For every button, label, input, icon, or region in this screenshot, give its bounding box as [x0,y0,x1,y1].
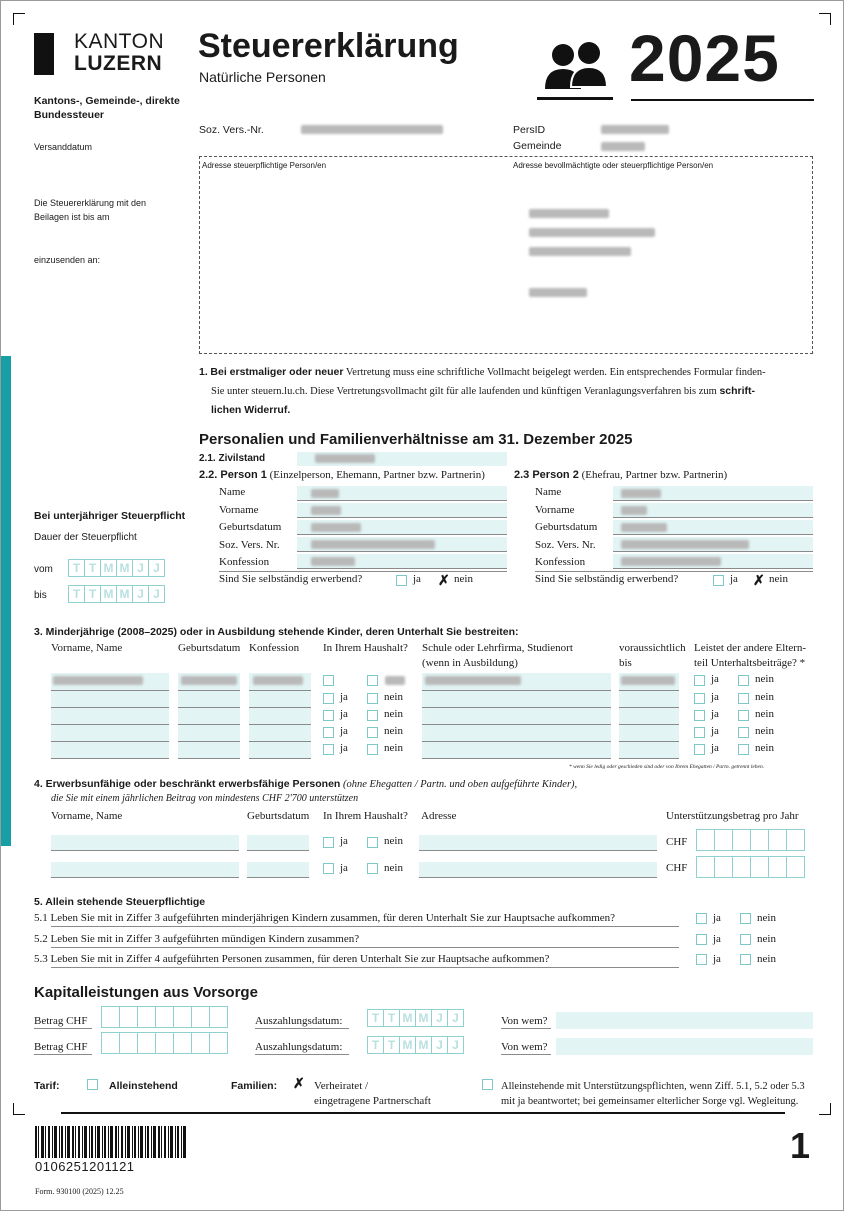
s3-row-line [619,758,679,759]
s3-row-line [178,741,240,742]
s3-row4-household-nein-checkbox[interactable] [367,727,378,738]
p2-conf-label: Konfession [535,556,586,568]
p1-ssn-field[interactable] [297,537,507,552]
s3-row1-household-nein-checkbox[interactable] [367,675,378,686]
partial-title: Bei unterjähriger Steuerpflicht [34,510,186,522]
s3-row-line [51,724,169,725]
section5-title: 5. Allein stehende Steuerpflichtige [34,896,206,908]
versanddatum-label: Versanddatum [34,142,93,152]
s4-col-address: Adresse [421,810,457,822]
s3-col-conf: Konfession [249,642,300,654]
s3-row-line [51,758,169,759]
s3-row-line [249,724,311,725]
s3-row5-other-ja-checkbox[interactable] [694,744,705,755]
familien-label: Familien: [231,1080,278,1092]
nein-label: nein [454,573,473,585]
nein-label: nein [384,742,403,754]
s5-q2-ja-checkbox[interactable] [696,934,707,945]
corner-mark [13,13,25,25]
page-title: Steuererklärung [198,27,459,65]
ja-label: ja [730,573,738,585]
s3-row5-household-nein-checkbox[interactable] [367,744,378,755]
ja-label: ja [711,691,719,703]
send-to-label: einzusenden an: [34,255,101,265]
bottom-rule [61,1112,785,1114]
s3-row4-household-ja-checkbox[interactable] [323,727,334,738]
von-wem-underline [501,1054,551,1055]
s3-col-other2: teil Unterhaltsbeiträge? * [694,657,806,669]
tax-year: 2025 [629,21,780,95]
s4-row2-name[interactable] [51,862,239,878]
s3-col-until: voraussichtlich [619,642,686,654]
p2-vorname-field[interactable] [613,503,813,518]
teal-side-bar [1,356,11,846]
s4-col-amount: Unterstützungsbetrag pro Jahr [666,810,799,822]
barcode-number: 0106251201121 [35,1159,135,1174]
betrag-underline [34,1054,92,1055]
auszahlung-label: Auszahlungsdatum: [255,1041,343,1053]
personal-heading: Personalien und Familienverhältnisse am 31. Dezember 2025 [199,431,633,448]
bis-date-input[interactable]: T T M M J J [68,585,164,603]
p1-divider [219,571,507,572]
nein-label: nein [384,691,403,703]
nein-label: nein [755,742,774,754]
ja-label: ja [711,742,719,754]
auszahlung-underline [255,1054,349,1055]
p1-birth-label: Geburtsdatum [219,521,282,533]
ja-label: ja [340,708,348,720]
s3-row3-other-ja-checkbox[interactable] [694,710,705,721]
tarif-label: Tarif: [34,1080,60,1092]
p2-vorname-label: Vorname [535,504,575,516]
s3-row-line [619,741,679,742]
s5-q3-line [51,967,679,968]
gemeinde-label: Gemeinde [513,140,562,152]
ja-label: ja [711,708,719,720]
corner-mark [819,13,831,25]
s3-row-line [619,690,679,691]
ssn-value-redacted [301,125,443,137]
due-text: Die Steuererklärung mit den Beilagen ist bis am [34,198,147,222]
tarif-verheiratet-label: Verheiratet / eingetragene Partnerschaft [314,1080,431,1107]
von-wem-underline [501,1028,551,1029]
nein-label: nein [755,725,774,737]
s3-row-line [249,741,311,742]
s3-row-line [422,707,611,708]
ja-label: ja [340,725,348,737]
s5-q3: 5.3 Leben Sie mit in Ziffer 4 aufgeführten Personen zusammen, für deren Unterhalt Sie zur Hauptsache aufkommen? [34,953,550,965]
s3-row-line [422,741,611,742]
s3-row-line [422,690,611,691]
s4-row1-amount-input[interactable] [696,829,804,851]
s3-row1-until-redacted [621,676,675,688]
p2-name-label: Name [535,486,562,498]
p2-conf-field[interactable] [613,554,813,569]
s3-row1-household-ja-checkbox[interactable] [323,675,334,686]
persid-label: PersID [513,124,546,136]
p2-birth-label: Geburtsdatum [535,521,598,533]
s5-q1-ja-checkbox[interactable] [696,913,707,924]
p1-self-employed-label: Sind Sie selbständig erwerbend? [219,573,363,585]
ja-label: ja [713,912,721,924]
s3-row1-household-redacted [385,676,405,688]
s3-row-line [619,707,679,708]
s4-row1-household-ja-checkbox[interactable] [323,837,334,848]
s3-row1-conf-redacted [253,676,303,688]
s3-row-line [51,690,169,691]
s3-row-line [51,707,169,708]
person2-title: 2.3 Person 2 (Ehefrau, Partner bzw. Partnerin) [514,469,728,481]
nein-label: nein [384,708,403,720]
kapital-row2-von-wem-field[interactable] [556,1038,813,1055]
section4-title: 4. Erwerbsunfähige oder beschränkt erwerbsfähige Personen (ohne Ehegatten / Partn. und oben aufgeführte Kinder), [34,778,578,790]
p2-ssn-field[interactable] [613,537,813,552]
p1-self-employed-ja-checkbox[interactable] [396,575,407,586]
nein-label: nein [384,725,403,737]
nein-label: nein [757,933,776,945]
s3-row1-school-redacted [425,676,521,688]
vom-label: vom [34,564,53,575]
tarif-familien-checked-icon[interactable]: ✗ [293,1075,305,1091]
nein-label: nein [384,862,403,874]
kapital-row2-amount-input[interactable] [101,1032,227,1054]
canton-logo-text [74,31,164,75]
s3-row2-other-nein-checkbox[interactable] [738,693,749,704]
section3-title: 3. Minderjährige (2008–2025) oder in Ausbildung stehende Kinder, deren Unterhalt Sie bestreiten: [34,626,519,638]
form-id: Form. 930100 (2025) 12.25 [35,1187,124,1196]
p2-divider [535,571,813,572]
nein-label: nein [755,691,774,703]
ja-label: ja [413,573,421,585]
s5-q2-line [51,947,679,948]
auszahlung-underline [255,1028,349,1029]
p1-conf-field[interactable] [297,554,507,569]
s3-footnote: * wenn Sie ledig oder geschieden sind oder von Ihrem Ehegatten / Partn. getrennt leben. [569,764,765,770]
s5-q3-ja-checkbox[interactable] [696,954,707,965]
s4-row1-name[interactable] [51,835,239,851]
s3-row2-other-ja-checkbox[interactable] [694,693,705,704]
s4-row2-address[interactable] [419,862,657,878]
p1-name-label: Name [219,486,246,498]
address-left-label: Adresse steuerpflichtige Person/en [202,161,327,170]
nein-label: nein [757,912,776,924]
p2-birth-field[interactable] [613,520,813,535]
address-redacted [529,209,655,300]
von-wem-label: Von wem? [501,1041,548,1053]
year-underline [631,99,814,101]
s3-row-line [422,724,611,725]
p1-ssn-label: Soz. Vers. Nr. [219,539,280,551]
s3-col-name: Vorname, Name [51,642,123,654]
s3-col-until2: bis [619,657,632,669]
ja-label: ja [340,862,348,874]
s3-row4-other-ja-checkbox[interactable] [694,727,705,738]
s5-q2-nein-checkbox[interactable] [740,934,751,945]
s3-row-line [178,724,240,725]
p1-vorname-field[interactable] [297,503,507,518]
canton-logo-shield [34,33,54,75]
ja-label: ja [713,953,721,965]
s3-row2-household-ja-checkbox[interactable] [323,693,334,704]
nein-label: nein [769,573,788,585]
betrag-label: Betrag CHF [34,1041,88,1053]
s3-col-birth: Geburtsdatum [178,642,241,654]
ja-label: ja [340,691,348,703]
ja-label: ja [711,673,719,685]
page-subtitle: Natürliche Personen [199,69,326,85]
s5-q1: 5.1 Leben Sie mit in Ziffer 3 aufgeführten minderjährigen Kindern zusammen, für deren Unterhalt Sie zur Hauptsache aufkommen? [34,912,616,924]
corner-mark [13,1103,25,1115]
tax-type: Kantons-, Gemeinde-, direkte Bundessteuer [34,95,180,121]
nein-label: nein [384,835,403,847]
s3-row2-household-nein-checkbox[interactable] [367,693,378,704]
s4-col-birth: Geburtsdatum [247,810,310,822]
s3-row1-other-ja-checkbox[interactable] [694,675,705,686]
s3-row1-other-nein-checkbox[interactable] [738,675,749,686]
corner-mark [819,1103,831,1115]
s5-q1-nein-checkbox[interactable] [740,913,751,924]
s3-row-line [178,758,240,759]
s3-row5-household-ja-checkbox[interactable] [323,744,334,755]
nein-label: nein [755,708,774,720]
s4-row2-household-ja-checkbox[interactable] [323,863,334,874]
persons-icon [535,37,615,103]
logo-line-2: LUZERN [74,52,163,75]
ja-label: ja [711,725,719,737]
chf-label: CHF [666,836,688,848]
s3-row-line [619,724,679,725]
kapital-heading: Kapitalleistungen aus Vorsorge [34,984,258,1001]
s3-row1-redacted [53,676,143,688]
s5-q3-nein-checkbox[interactable] [740,954,751,965]
s3-row3-household-ja-checkbox[interactable] [323,710,334,721]
s3-row3-other-nein-checkbox[interactable] [738,710,749,721]
kapital-row1-amount-input[interactable] [101,1006,227,1028]
tarif-support-checkbox[interactable] [482,1079,493,1090]
s3-col-school2: (wenn in Ausbildung) [422,657,518,669]
p1-name-field[interactable] [297,486,507,501]
note-1: 1. Bei erstmaliger oder neuer Vertretung muss eine schriftliche Vollmacht beigelegt werden. Ein entsprechendes Formular finden- Sie unter steuern.lu.ch. Diese Vertretungsvollmacht gilt für alle laufenden und künftigen Veranlagungsverfahren bis zum schrift- lichen Widerruf. [199,366,766,416]
s3-row-line [249,690,311,691]
p2-self-employed-nein-checked-icon[interactable]: ✗ [753,572,765,588]
s3-row4-other-nein-checkbox[interactable] [738,727,749,738]
betrag-label: Betrag CHF [34,1015,88,1027]
p1-conf-label: Konfession [219,556,270,568]
auszahlung-label: Auszahlungsdatum: [255,1015,343,1027]
s3-row-line [51,741,169,742]
kapital-row2-date-input[interactable]: T T M M J J [367,1036,463,1054]
s4-row2-birth[interactable] [247,862,309,878]
tarif-alleinstehend-checkbox[interactable] [87,1079,98,1090]
s4-col-household: In Ihrem Haushalt? [323,810,408,822]
chf-label: CHF [666,862,688,874]
nein-label: nein [755,673,774,685]
s4-row1-address[interactable] [419,835,657,851]
bis-label: bis [34,590,47,601]
tarif-support-label: Alleinstehende mit Unterstützungspflichten, wenn Ziff. 5.1, 5.2 oder 5.3 mit ja beantwortet; bei gemeinsamer elterlicher Sorge vgl. Wegleitung. [501,1081,805,1107]
s4-row2-amount-input[interactable] [696,856,804,878]
s5-q1-line [51,926,679,927]
ja-label: ja [340,742,348,754]
zivilstand-label: 2.1. Zivilstand [199,453,266,464]
kapital-row1-date-input[interactable]: T T M M J J [367,1009,463,1027]
s3-row-line [178,707,240,708]
address-right-label: Adresse bevollmächtigte oder steuerpflichtige Person/en [513,161,714,170]
partial-duration: Dauer der Steuerpflicht [34,532,137,543]
s5-q2: 5.2 Leben Sie mit in Ziffer 3 aufgeführten mündigen Kindern zusammen? [34,933,360,945]
section4-subtitle: die Sie mit einem jährlichen Beitrag von mindestens CHF 2'700 unterstützen [51,793,359,804]
von-wem-label: Von wem? [501,1015,548,1027]
p2-ssn-label: Soz. Vers. Nr. [535,539,596,551]
s3-col-school: Schule oder Lehrfirma, Studienort [422,642,573,654]
nein-label: nein [757,953,776,965]
address-box [199,156,813,354]
ssn-label: Soz. Vers.-Nr. [199,124,264,136]
s3-col-other: Leistet der andere Eltern- [694,642,807,654]
p2-self-employed-label: Sind Sie selbständig erwerbend? [535,573,679,585]
s4-row1-birth[interactable] [247,835,309,851]
vom-date-input[interactable]: T T M M J J [68,559,164,577]
s3-row-line [178,690,240,691]
s4-row1-household-nein-checkbox[interactable] [367,837,378,848]
p2-self-employed-ja-checkbox[interactable] [713,575,724,586]
person1-title: 2.2. Person 1 (Einzelperson, Ehemann, Partner bzw. Partnerin) [199,469,485,481]
p1-birth-field[interactable] [297,520,507,535]
p2-name-field[interactable] [613,486,813,501]
tarif-alleinstehend-label: Alleinstehend [109,1080,178,1092]
gemeinde-value-redacted [601,142,645,154]
s3-col-household: In Ihrem Haushalt? [323,642,408,654]
s3-row5-other-nein-checkbox[interactable] [738,744,749,755]
page-number: 1 [790,1125,811,1166]
persid-value-redacted [601,125,669,137]
barcode-icon [35,1126,187,1158]
betrag-underline [34,1028,92,1029]
p1-vorname-label: Vorname [219,504,259,516]
s3-row-line [422,758,611,759]
zivilstand-field[interactable] [297,452,507,466]
s4-row2-household-nein-checkbox[interactable] [367,863,378,874]
s3-row1-birth-redacted [181,676,237,688]
s4-col-name: Vorname, Name [51,810,123,822]
kapital-row1-von-wem-field[interactable] [556,1012,813,1029]
s3-row3-household-nein-checkbox[interactable] [367,710,378,721]
ja-label: ja [340,835,348,847]
s3-row-line [249,758,311,759]
p1-self-employed-nein-checked-icon[interactable]: ✗ [438,572,450,588]
ja-label: ja [713,933,721,945]
logo-line-1: KANTON [74,30,165,53]
s3-row-line [249,707,311,708]
